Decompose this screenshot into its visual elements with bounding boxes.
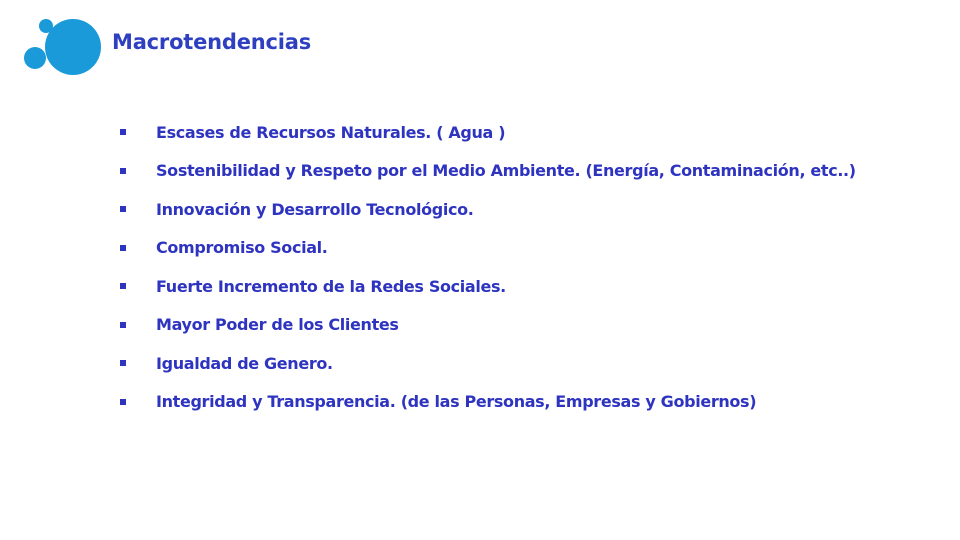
bullet-item <box>114 152 856 191</box>
square-bullet-icon <box>120 206 126 212</box>
bullet-text: Igualdad de Genero. <box>156 353 333 373</box>
bullet-list <box>114 113 856 421</box>
bullet-item <box>114 267 856 306</box>
bullet-item <box>114 344 856 383</box>
bullet-text: Fuerte Incremento de la Redes Sociales. <box>156 276 506 296</box>
bullet-item <box>114 190 856 229</box>
bubbles-logo-icon <box>22 16 106 80</box>
bullet-item <box>114 306 856 345</box>
bullet-item <box>114 383 856 422</box>
logo-left-bubble <box>24 47 46 69</box>
bullet-item <box>114 229 856 268</box>
logo-top-bubble <box>39 19 53 33</box>
bullet-item <box>114 113 856 152</box>
bullet-text: Compromiso Social. <box>156 238 328 258</box>
square-bullet-icon <box>120 322 126 328</box>
square-bullet-icon <box>120 129 126 135</box>
bullet-text: Sostenibilidad y Respeto por el Medio Ambiente. (Energía, Contaminación, etc..) <box>156 161 856 181</box>
logo-large-bubble <box>45 19 101 75</box>
square-bullet-icon <box>120 283 126 289</box>
square-bullet-icon <box>120 360 126 366</box>
bullet-text: Integridad y Transparencia. (de las Personas, Empresas y Gobiernos) <box>156 392 757 412</box>
bullet-text: Innovación y Desarrollo Tecnológico. <box>156 199 474 219</box>
slide-title: Macrotendencias <box>112 30 312 54</box>
square-bullet-icon <box>120 399 126 405</box>
square-bullet-icon <box>120 168 126 174</box>
bullet-text: Escases de Recursos Naturales. ( Agua ) <box>156 122 506 142</box>
square-bullet-icon <box>120 245 126 251</box>
bullet-text: Mayor Poder de los Clientes <box>156 315 399 335</box>
